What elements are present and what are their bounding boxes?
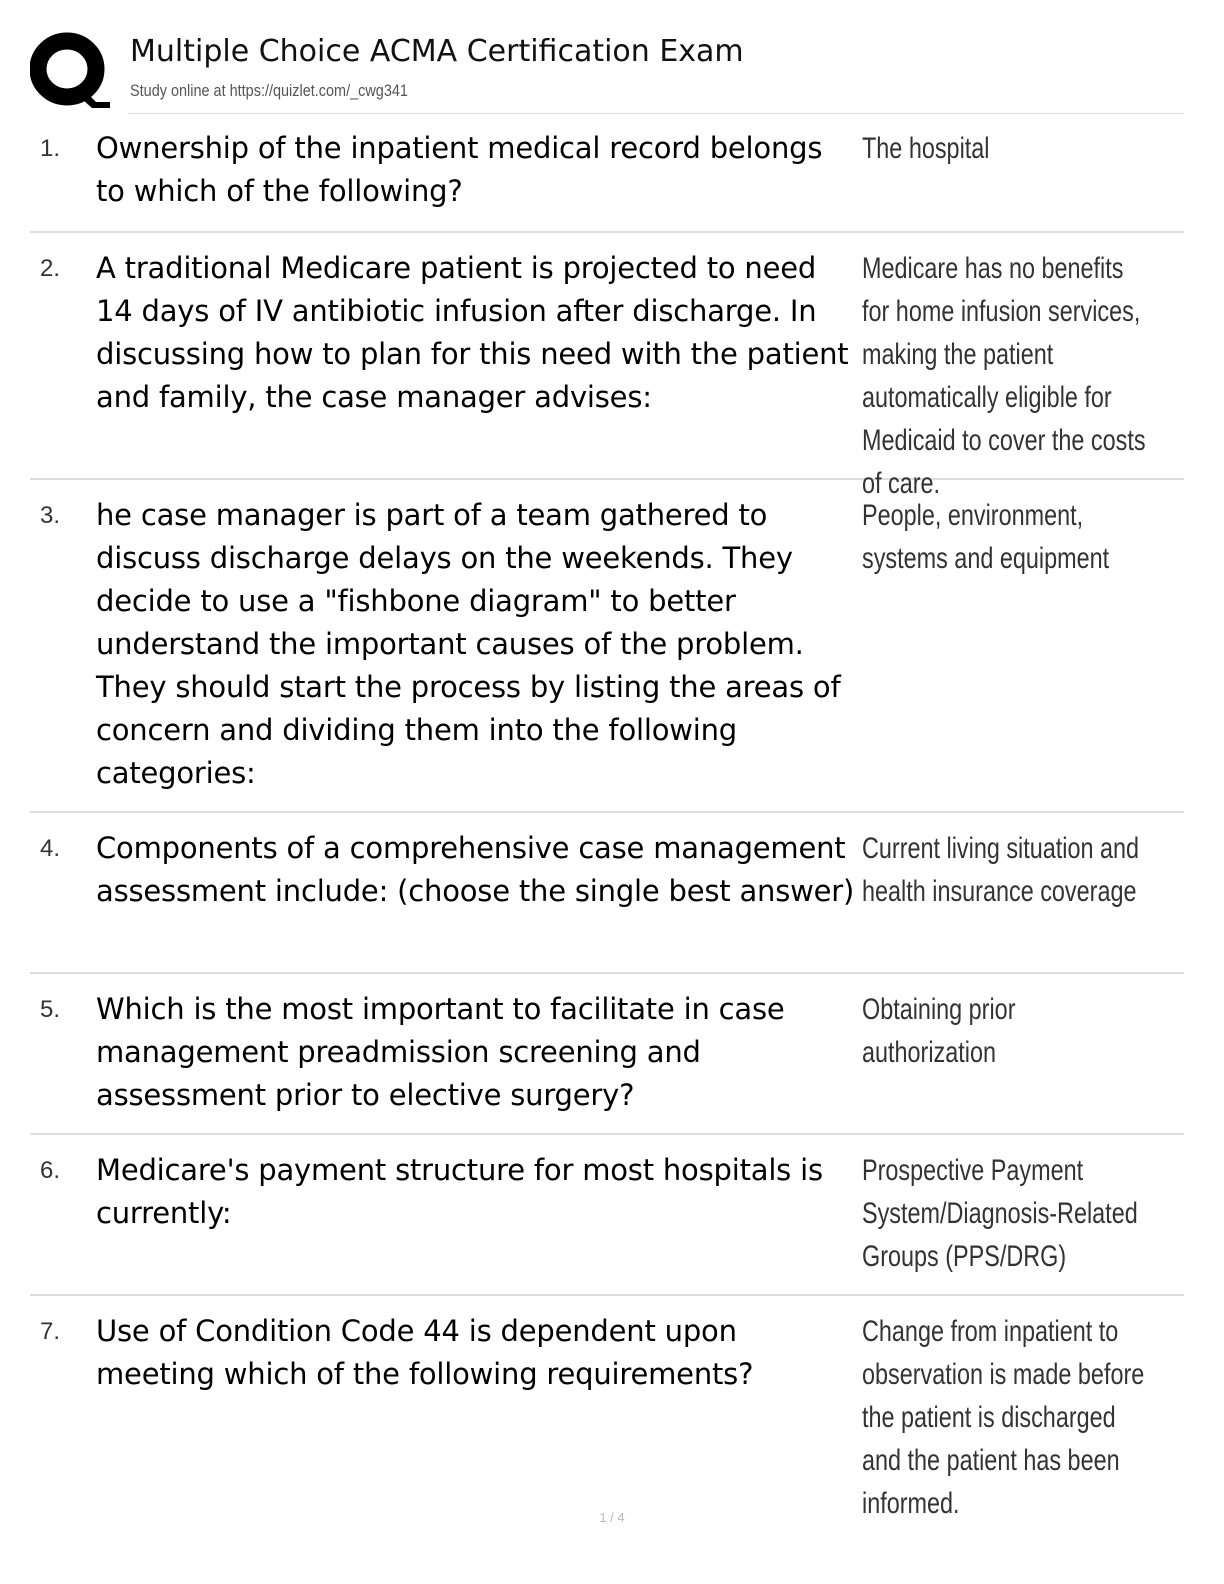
card-2	[30, 233, 1184, 500]
card-3	[30, 480, 1184, 813]
page-title: Multiple Choice ACMA Certification Exam	[130, 34, 744, 69]
card-definition: Medicare has no benefits for home infusion services, making the patient automatically eligible for Medicaid to cover the costs of care.	[862, 252, 1146, 500]
card-definition: Obtaining prior authorization	[862, 993, 1016, 1069]
card-number: 5.	[40, 996, 61, 1023]
card-definition: Prospective Payment System/Diagnosis-Related Groups (PPS/DRG)	[862, 1154, 1138, 1273]
card-number: 3.	[40, 502, 61, 529]
card-definition: Current living situation and health insurance coverage	[862, 832, 1140, 908]
card-term: Use of Condition Code 44 is dependent upon meeting which of the following requirements?	[96, 1314, 754, 1391]
card-term: Ownership of the inpatient medical record belongs to which of the following?	[96, 131, 823, 208]
card-number: 4.	[40, 835, 61, 862]
card-number: 2.	[40, 255, 61, 282]
card-definition: The hospital	[862, 132, 990, 165]
card-term: he case manager is part of a team gathered to discuss discharge delays on the weekends. They decide to use a "fishbone diagram" to better understand the important causes of the problem. They should start the process by listing the areas of concern and dividing them into the following categories:	[96, 498, 841, 790]
card-4	[30, 813, 1184, 974]
card-term: Components of a comprehensive case management assessment include: (choose the single best answer)	[96, 831, 855, 908]
page-number: 1 / 4	[599, 1510, 625, 1525]
card-number: 6.	[40, 1157, 61, 1184]
study-online-url: Study online at https://quizlet.com/_cwg341	[130, 81, 408, 100]
card-6	[30, 1135, 1184, 1296]
card-list	[30, 114, 1184, 1520]
quizlet-logo-icon	[30, 32, 110, 108]
card-number: 1.	[40, 135, 61, 162]
card-definition: People, environment, systems and equipment	[862, 499, 1110, 575]
card-term: Which is the most important to facilitate in case management preadmission screening and assessment prior to elective surgery?	[96, 992, 785, 1112]
card-term: A traditional Medicare patient is projected to need 14 days of IV antibiotic infusion after discharge. In discussing how to plan for this need with the patient and family, the case manager advises:	[96, 251, 849, 414]
card-number: 7.	[40, 1318, 61, 1345]
card-1	[30, 114, 1184, 233]
card-5	[30, 974, 1184, 1135]
card-definition: Change from inpatient to observation is made before the patient is discharged and the patient has been informed.	[862, 1315, 1145, 1520]
card-term: Medicare's payment structure for most hospitals is currently:	[96, 1153, 823, 1230]
